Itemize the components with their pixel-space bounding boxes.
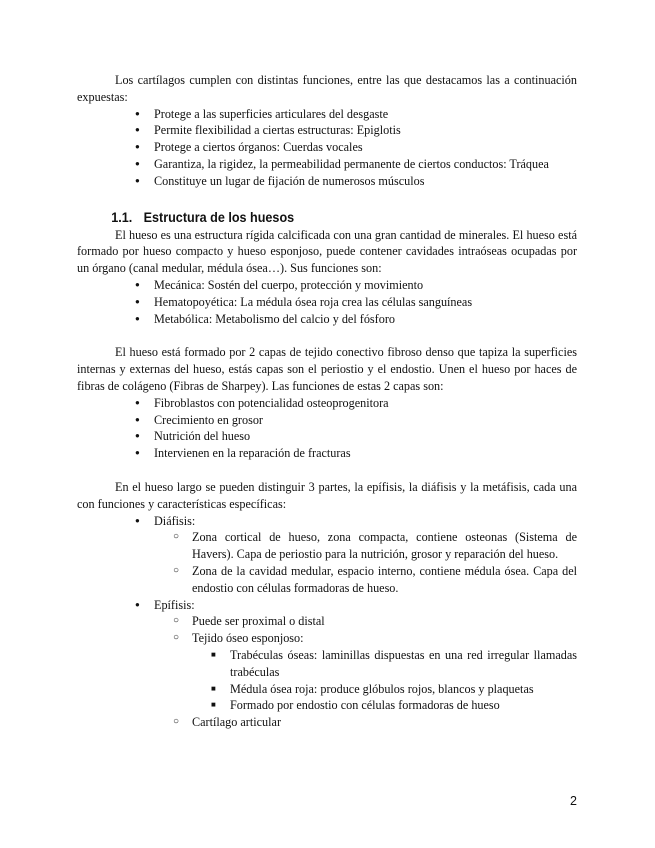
list-item: ● Intervienen en la reparación de fracturas xyxy=(77,445,577,462)
list-item: ○ Puede ser proximal o distal xyxy=(77,613,577,630)
list-item: ● Fibroblastos con potencialidad osteoprogenitora xyxy=(77,395,577,412)
list-item: ● Metabólica: Metabolismo del calcio y del fósforo xyxy=(77,311,577,328)
list-item: ● Nutrición del hueso xyxy=(77,428,577,445)
bone-paragraph-3: En el hueso largo se pueden distinguir 3 partes, la epífisis, la diáfisis y la metáfisis, cada una con funciones y características específicas: xyxy=(77,479,577,511)
diafisis-item xyxy=(77,513,577,597)
list-item: ■ Trabéculas óseas: laminillas dispuestas en una red irregular llamadas trabéculas xyxy=(77,647,577,681)
list-item: ■ Formado por endostio con células formadoras de hueso xyxy=(77,697,577,714)
section-number: 1.1. xyxy=(111,208,133,225)
section-heading xyxy=(77,207,527,227)
epifisis-item xyxy=(77,597,577,731)
list-item: ● Constituye un lugar de fijación de numerosos músculos xyxy=(77,173,577,190)
list-item: ● Hematopoyética: La médula ósea roja crea las células sanguíneas xyxy=(77,294,577,311)
list-item: ○ Cartílago articular xyxy=(77,714,577,731)
section-title: Estructura de los huesos xyxy=(143,208,295,225)
list-item: ● Mecánica: Sostén del cuerpo, protección y movimiento xyxy=(77,277,577,294)
list-item: ○ Zona de la cavidad medular, espacio interno, contiene médula ósea. Capa del endostio con células formadoras de hueso. xyxy=(77,563,577,597)
list-item: ● Crecimiento en grosor xyxy=(77,412,577,429)
list-item: ● Protege a ciertos órganos: Cuerdas vocales xyxy=(77,139,577,156)
diafisis-label: Diáfisis: xyxy=(154,513,196,528)
page-number: 2 xyxy=(570,794,577,808)
long-bone-parts-list xyxy=(77,513,577,731)
list-item xyxy=(77,630,577,714)
cartilage-functions-list xyxy=(77,106,577,190)
epifisis-label: Epífisis: xyxy=(154,597,195,612)
diafisis-sublist xyxy=(154,529,577,596)
epifisis-sublist xyxy=(154,613,577,731)
list-item: ■ Médula ósea roja: produce glóbulos rojos, blancos y plaquetas xyxy=(77,681,577,698)
spongy-tissue-label: Tejido óseo esponjoso: xyxy=(192,631,304,646)
intro-paragraph: Los cartílagos cumplen con distintas funciones, entre las que destacamos las a continuación expuestas: xyxy=(77,73,577,104)
bone-paragraph-2: El hueso está formado por 2 capas de tejido conectivo fibroso denso que tapiza la superficies internas y externas del hueso, estás capas son el periostio y el endostio. Unen el hueso por haces de fibras de colágeno (Fibras de Sharpey). Las funciones de estas 2 capas son: xyxy=(77,345,577,393)
list-item: ● Permite flexibilidad a ciertas estructuras: Epiglotis xyxy=(77,122,577,139)
layer-functions-list xyxy=(77,395,577,462)
bone-paragraph-1: El hueso es una estructura rígida calcificada con una gran cantidad de minerales. El hueso está formado por hueso compacto y hueso esponjoso, puede contener cavidades intraóseas ocupadas por un órgano (canal medular, médula ósea…). Sus funciones son: xyxy=(77,227,577,276)
list-item: ○ Zona cortical de hueso, zona compacta, contiene osteonas (Sistema de Havers). Capa de periostio para la nutrición, grosor y reparación del hueso. xyxy=(77,529,577,563)
document-page xyxy=(77,72,577,731)
list-item: ● Garantiza, la rigidez, la permeabilidad permanente de ciertos conductos: Tráquea xyxy=(77,156,577,173)
spongy-tissue-sublist xyxy=(192,647,577,714)
bone-functions-list xyxy=(77,277,577,327)
list-item: ● Protege a las superficies articulares del desgaste xyxy=(77,106,577,123)
